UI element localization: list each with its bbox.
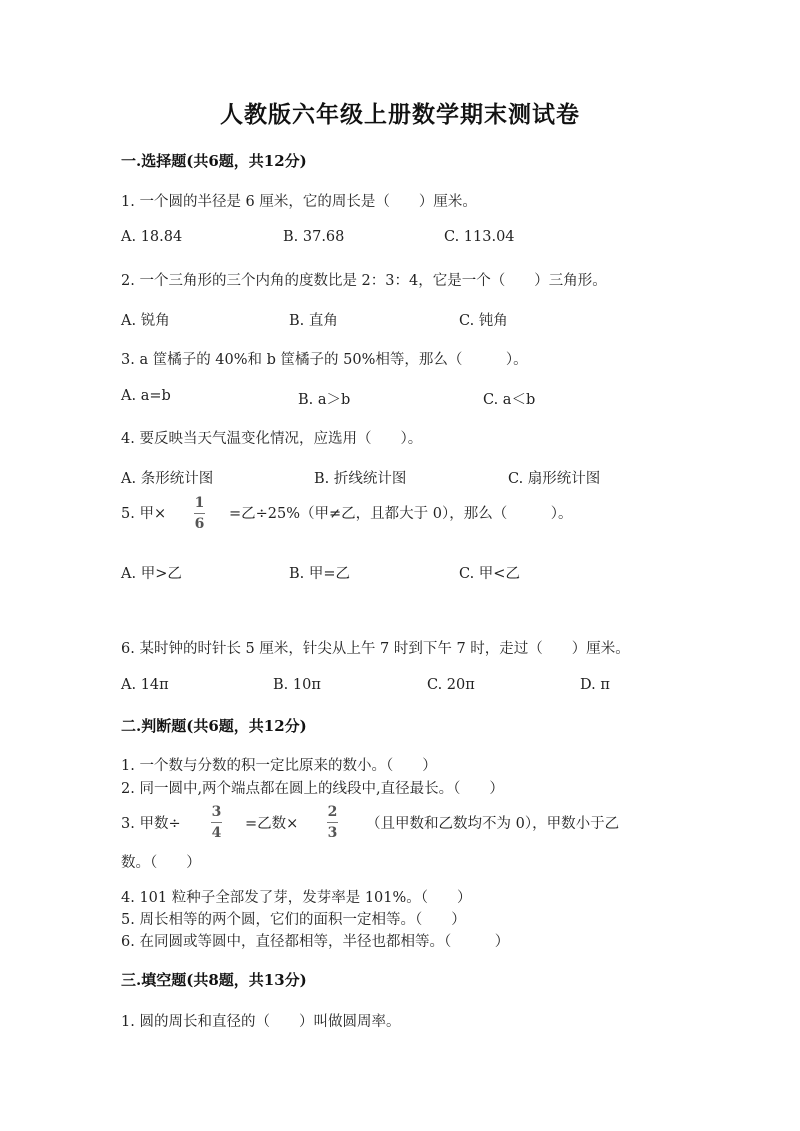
fraction-bar bbox=[327, 822, 338, 823]
option-c: C. 甲<乙 bbox=[459, 566, 520, 582]
option-b: B. 37.68 bbox=[283, 229, 345, 245]
question-2-4: 4. 101 粒种子全部发了芽，发芽率是 101%。（ ） bbox=[121, 890, 472, 906]
fraction-numerator: 3 bbox=[211, 804, 222, 820]
option-c: C. 钝角 bbox=[459, 313, 508, 329]
question-1-1: 1. 一个圆的半径是 6 厘米，它的周长是（ ）厘米。 bbox=[121, 194, 477, 210]
question-1-6: 6. 某时钟的时针长 5 厘米，针尖从上午 7 时到下午 7 时，走过（ ）厘米。 bbox=[121, 641, 630, 657]
question-2-3-prefix: 3. 甲数÷ bbox=[121, 816, 181, 832]
fraction bbox=[327, 805, 338, 840]
option-b: B. 直角 bbox=[289, 313, 338, 329]
fraction bbox=[211, 805, 222, 840]
question-2-3-middle: =乙数× bbox=[245, 816, 299, 832]
option-a: A. a=b bbox=[121, 388, 171, 404]
section-heading-choice: 一.选择题(共6题，共12分) bbox=[121, 152, 307, 170]
question-2-2: 2. 同一圆中,两个端点都在圆上的线段中,直径最长。（ ） bbox=[121, 781, 504, 797]
fraction-denominator: 4 bbox=[211, 825, 222, 841]
section-heading-judgement: 二.判断题(共6题，共12分) bbox=[121, 717, 307, 735]
option-a: A. 甲>乙 bbox=[121, 566, 182, 582]
option-a: A. 18.84 bbox=[121, 229, 183, 245]
option-b: B. a＞b bbox=[298, 392, 351, 408]
question-1-3: 3. a 筐橘子的 40%和 b 筐橘子的 50%相等，那么（ ）。 bbox=[121, 352, 528, 368]
fraction-denominator: 3 bbox=[327, 825, 338, 841]
option-c: C. 扇形统计图 bbox=[508, 471, 601, 487]
question-2-6: 6. 在同圆或等圆中，直径都相等，半径也都相等。（ ） bbox=[121, 934, 510, 950]
fraction-numerator: 2 bbox=[327, 804, 338, 820]
option-c: C. 20π bbox=[427, 677, 475, 693]
question-2-5: 5. 周长相等的两个圆，它们的面积一定相等。（ ） bbox=[121, 912, 466, 928]
option-a: A. 14π bbox=[121, 677, 169, 693]
question-1-2: 2. 一个三角形的三个内角的度数比是 2：3：4，它是一个（ ）三角形。 bbox=[121, 273, 607, 289]
option-c: C. 113.04 bbox=[444, 229, 515, 245]
question-3-1: 1. 圆的周长和直径的（ ）叫做圆周率。 bbox=[121, 1014, 401, 1030]
option-a: A. 锐角 bbox=[121, 313, 170, 329]
question-2-1: 1. 一个数与分数的积一定比原来的数小。（ ） bbox=[121, 758, 437, 774]
option-b: B. 甲=乙 bbox=[289, 566, 351, 582]
option-a: A. 条形统计图 bbox=[121, 471, 214, 487]
fraction-numerator: 1 bbox=[194, 495, 205, 511]
question-1-4: 4. 要反映当天气温变化情况，应选用（ ）。 bbox=[121, 431, 423, 447]
section-heading-fill: 三.填空题(共8题，共13分) bbox=[121, 971, 307, 989]
option-c: C. a＜b bbox=[483, 392, 536, 408]
option-d: D. π bbox=[580, 677, 610, 693]
fraction-bar bbox=[211, 822, 222, 823]
question-1-5-prefix: 5. 甲× bbox=[121, 506, 167, 522]
question-2-3-suffix: （且甲数和乙数均不为 0），甲数小于乙 bbox=[366, 816, 620, 832]
page-title: 人教版六年级上册数学期末测试卷 bbox=[220, 101, 580, 128]
option-b: B. 折线统计图 bbox=[314, 471, 407, 487]
fraction bbox=[194, 496, 205, 531]
fraction-bar bbox=[194, 513, 205, 514]
fraction-denominator: 6 bbox=[194, 516, 205, 532]
option-b: B. 10π bbox=[273, 677, 321, 693]
question-1-5-suffix: =乙÷25%（甲≠乙，且都大于 0），那么（ ）。 bbox=[229, 506, 573, 522]
question-2-3-line2: 数。（ ） bbox=[121, 855, 201, 871]
